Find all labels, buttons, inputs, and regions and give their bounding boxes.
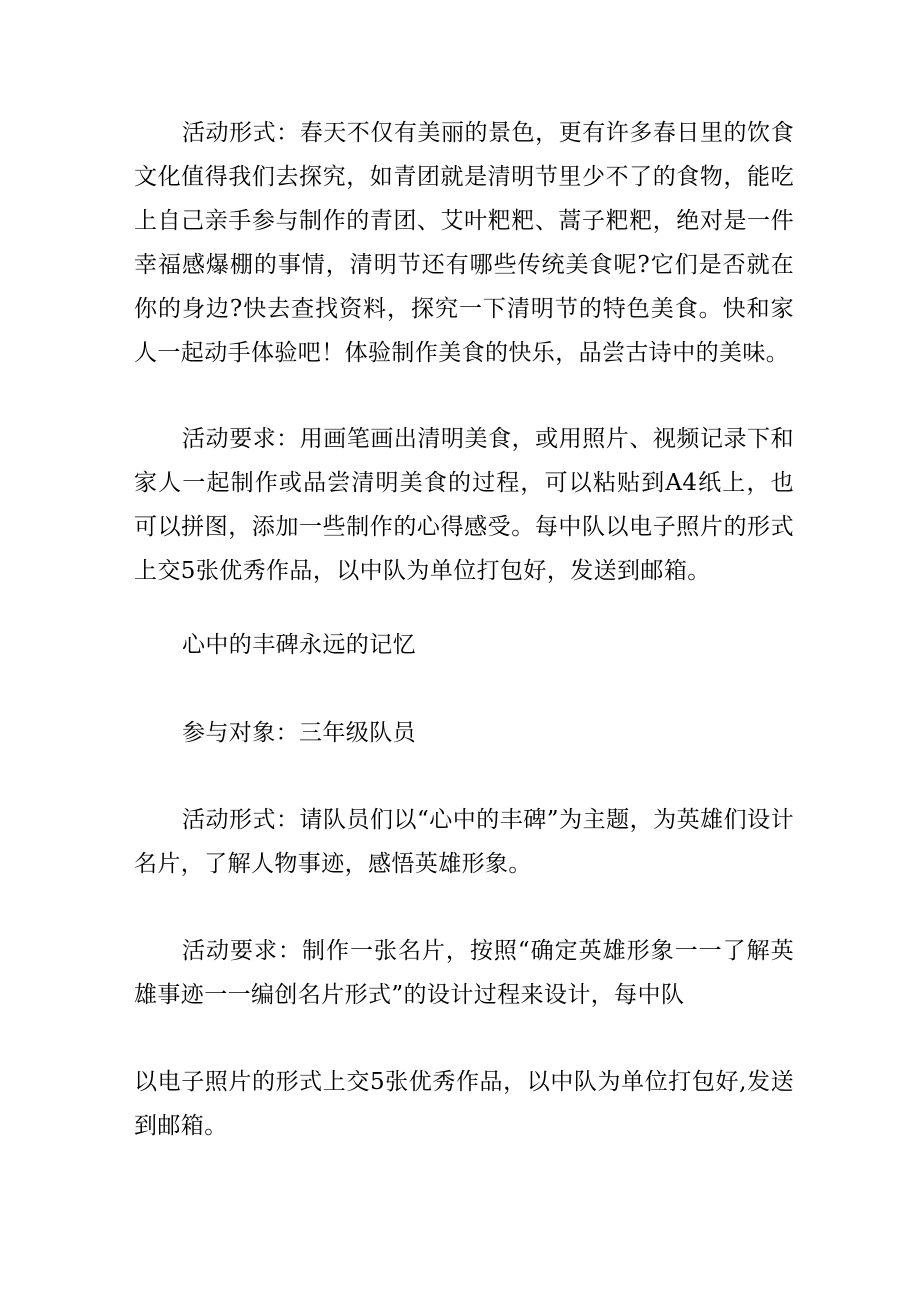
paragraph-activity-requirements-food: 活动要求：用画笔画出清明美食，或用照片、视频记录下和家人一起制作或品尝清明美食的过程，可以粘贴到A4纸上，也可以拼图，添加一些制作的心得感受。每中队以电子照片的形式上交5张优秀作品，以中队为单位打包好，发送到邮箱。 <box>134 426 794 584</box>
paragraph-activity-form-hero-card: 活动形式：请队员们以“心中的丰碑”为主题，为英雄们设计名片，了解人物事迹，感悟英雄形象。 <box>134 807 794 877</box>
paragraph-activity-form-spring-food: 活动形式：春天不仅有美丽的景色，更有许多春日里的饮食文化值得我们去探究，如青团就是清明节里少不了的食物，能吃上自己亲手参与制作的青团、艾叶粑粑、蒿子粑粑，绝对是一件幸福感爆棚的事情，清明节还有哪些传统美食呢?它们是否就在你的身边?快去查找资料，探究一下清明节的特色美食。快和家人一起动手体验吧！体验制作美食的快乐，品尝古诗中的美味。 <box>134 120 794 366</box>
section-heading-monument: 心中的丰碑永远的记忆 <box>182 632 416 658</box>
paragraph-submission-continued: 以电子照片的形式上交5张优秀作品，以中队为单位打包好,发送到邮箱。 <box>134 1069 794 1139</box>
paragraph-participants: 参与对象：三年级队员 <box>182 720 416 746</box>
paragraph-activity-requirements-hero-card: 活动要求：制作一张名片，按照“确定英雄形象一一了解英雄事迹一一编创名片形式”的设计过程来设计，每中队 <box>134 938 794 1008</box>
